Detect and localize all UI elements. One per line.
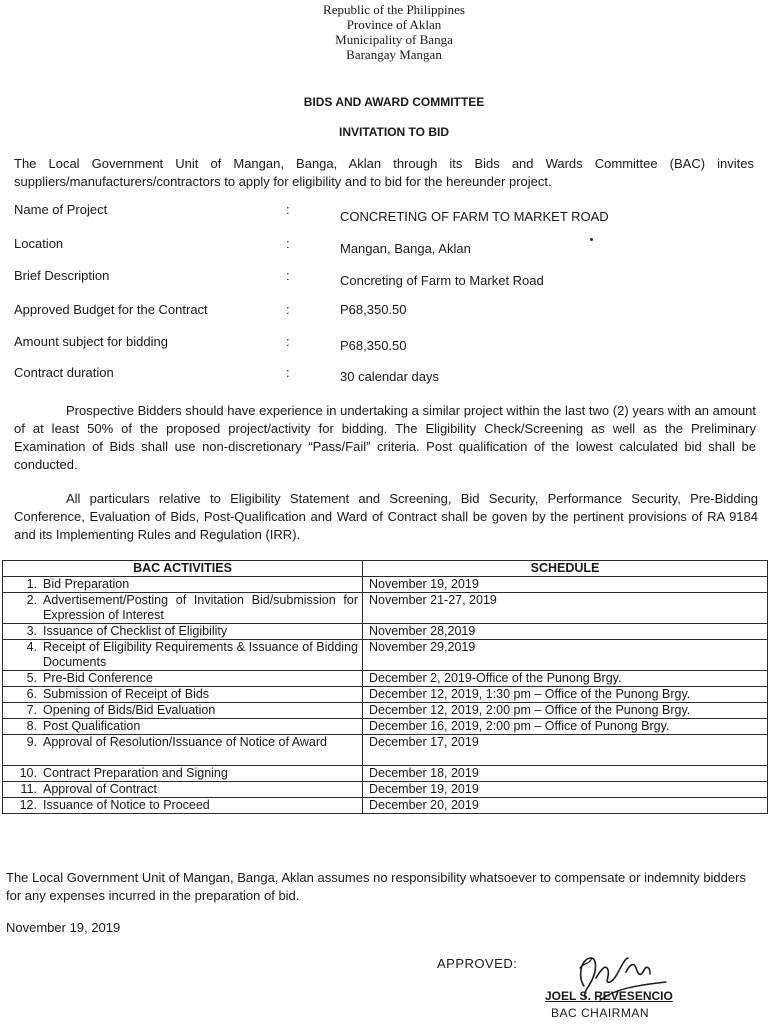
table-row [3, 593, 768, 624]
activity-text: Issuance of Notice to Proceed [43, 798, 210, 812]
activity-number: 12. [19, 798, 37, 812]
approved-label: APPROVED: [437, 956, 518, 971]
detail-value: P68,350.50 [340, 302, 407, 317]
activity-text: Approval of Resolution/Issuance of Notice of Award [43, 735, 327, 749]
header-line-municipality: Municipality of Banga [335, 32, 453, 47]
table-row [3, 687, 768, 703]
document-date: November 19, 2019 [6, 920, 121, 935]
table-row [3, 766, 768, 782]
schedule-cell: December 19, 2019 [363, 782, 768, 798]
activity-cell [3, 624, 363, 640]
activity-number: 9. [26, 735, 37, 749]
signatory-title: BAC CHAIRMAN [551, 1006, 650, 1020]
table-row [3, 671, 768, 687]
activity-cell [3, 719, 363, 735]
detail-colon: : [286, 365, 290, 380]
detail-label: Amount subject for bidding [14, 334, 168, 349]
table-row [3, 782, 768, 798]
schedule-cell: November 19, 2019 [363, 577, 768, 593]
header-line-province: Province of Aklan [346, 17, 442, 32]
activity-text: Bid Preparation [43, 577, 130, 591]
activity-number: 7. [26, 703, 37, 717]
schedule-cell: December 20, 2019 [363, 798, 768, 814]
disclaimer-paragraph: The Local Government Unit of Mangan, Banga, Aklan assumes no responsibility whatsoever to compensate or indemnity bidders for any expenses incurred in the preparation of bid. [6, 870, 746, 903]
committee-title: BIDS AND AWARD COMMITTEE [303, 95, 485, 109]
activity-number: 2. [26, 593, 37, 607]
activity-number: 3. [26, 624, 37, 638]
activity-number: 11. [20, 782, 37, 796]
activity-text: Approval of Contract [43, 782, 157, 796]
detail-value: CONCRETING OF FARM TO MARKET ROAD [340, 209, 609, 224]
activity-number: 1. [26, 577, 37, 591]
detail-colon: : [286, 334, 290, 349]
table-row [3, 735, 768, 766]
table-row [3, 798, 768, 814]
activity-text: Pre-Bid Conference [43, 671, 153, 685]
detail-colon: : [286, 236, 290, 251]
activity-text: Submission of Receipt of Bids [43, 687, 210, 701]
schedule-cell: December 16, 2019, 2:00 pm – Office of Punong Brgy. [363, 719, 768, 735]
detail-value: Concreting of Farm to Market Road [340, 273, 544, 288]
eligibility-paragraph: Prospective Bidders should have experience in undertaking a similar project within the last two (2) years with an amount of at least 50% of the proposed project/activity for bidding. The Eligibility Check/Screening as well as the Preliminary Examination of Bids shall use non-discretionary “Pass/Fail” criteria. Post qualification of the lowest calculated bid shall be conducted. [14, 403, 756, 472]
schedule-cell: December 12, 2019, 1:30 pm – Office of the Punong Brgy. [363, 687, 768, 703]
letterhead [0, 2, 768, 62]
detail-label: Approved Budget for the Contract [14, 302, 208, 317]
activity-cell [3, 577, 363, 593]
table-row [3, 624, 768, 640]
table-row [3, 640, 768, 671]
activity-number: 10. [19, 766, 37, 780]
document-title: INVITATION TO BID [339, 125, 449, 139]
activity-text: Post Qualification [43, 719, 141, 733]
activity-cell [3, 640, 363, 671]
detail-label: Brief Description [14, 268, 110, 283]
activity-cell [3, 703, 363, 719]
detail-colon: : [286, 202, 290, 217]
detail-row-name-of-project [14, 202, 754, 222]
table-row [3, 703, 768, 719]
intro-paragraph: The Local Government Unit of Mangan, Banga, Aklan through its Bids and Wards Committee (BAC) invites suppliers/manufacturers/contractors to apply for eligibility and to bid for the hereunder project. [14, 156, 754, 189]
activity-text: Issuance of Checklist of Eligibility [43, 624, 228, 638]
schedule-cell: December 17, 2019 [363, 735, 768, 766]
schedule-cell: December 2, 2019-Office of the Punong Brgy. [363, 671, 768, 687]
bac-activities-table [2, 560, 768, 814]
activity-text: Advertisement/Posting of Invitation Bid/submission for Expression of Interest [43, 593, 358, 622]
detail-row-amount-for-bidding [14, 334, 754, 354]
schedule-cell: December 18, 2019 [363, 766, 768, 782]
activity-text: Contract Preparation and Signing [43, 766, 228, 780]
activity-text: Opening of Bids/Bid Evaluation [43, 703, 216, 717]
detail-colon: : [286, 302, 290, 317]
activity-cell [3, 798, 363, 814]
signatory-name: JOEL S. REVESENCIO [545, 989, 673, 1003]
activity-cell [3, 593, 363, 624]
particulars-paragraph: All particulars relative to Eligibility Statement and Screening, Bid Security, Performance Security, Pre-Bidding Conference, Evaluation of Bids, Post-Qualification and Ward of Contract shall be goven by the pertinent provisions of RA 9184 and its Implementing Rules and Regulation (IRR). [14, 491, 758, 542]
activity-text: Receipt of Eligibility Requirements & Issuance of Bidding Documents [43, 640, 358, 669]
activity-number: 6. [26, 687, 37, 701]
activity-cell [3, 687, 363, 703]
activity-cell [3, 782, 363, 798]
detail-value: Mangan, Banga, Aklan [340, 241, 471, 256]
table-row [3, 577, 768, 593]
schedule-cell: December 12, 2019, 2:00 pm – Office of the Punong Brgy. [363, 703, 768, 719]
header-bac-activities: BAC ACTIVITIES [3, 561, 363, 577]
scan-speck [590, 238, 593, 241]
detail-label: Contract duration [14, 365, 114, 380]
activity-cell [3, 735, 363, 766]
detail-row-brief-description [14, 268, 754, 288]
header-schedule: SCHEDULE [363, 561, 768, 577]
header-line-barangay: Barangay Mangan [346, 47, 442, 62]
detail-row-approved-budget [14, 302, 754, 322]
table-header-row [3, 561, 768, 577]
activity-number: 5. [26, 671, 37, 685]
detail-colon: : [286, 268, 290, 283]
schedule-cell: November 29,2019 [363, 640, 768, 671]
activity-number: 8. [26, 719, 37, 733]
header-line-republic: Republic of the Philippines [323, 2, 465, 17]
activity-cell [3, 671, 363, 687]
schedule-cell: November 21-27, 2019 [363, 593, 768, 624]
detail-label: Location [14, 236, 64, 251]
activity-cell [3, 766, 363, 782]
table-row [3, 719, 768, 735]
activity-number: 4. [26, 640, 37, 654]
detail-row-contract-duration [14, 365, 754, 385]
detail-label: Name of Project [14, 202, 108, 217]
schedule-cell: November 28,2019 [363, 624, 768, 640]
detail-value: P68,350.50 [340, 338, 407, 353]
detail-row-location [14, 236, 754, 256]
detail-value: 30 calendar days [340, 369, 440, 384]
